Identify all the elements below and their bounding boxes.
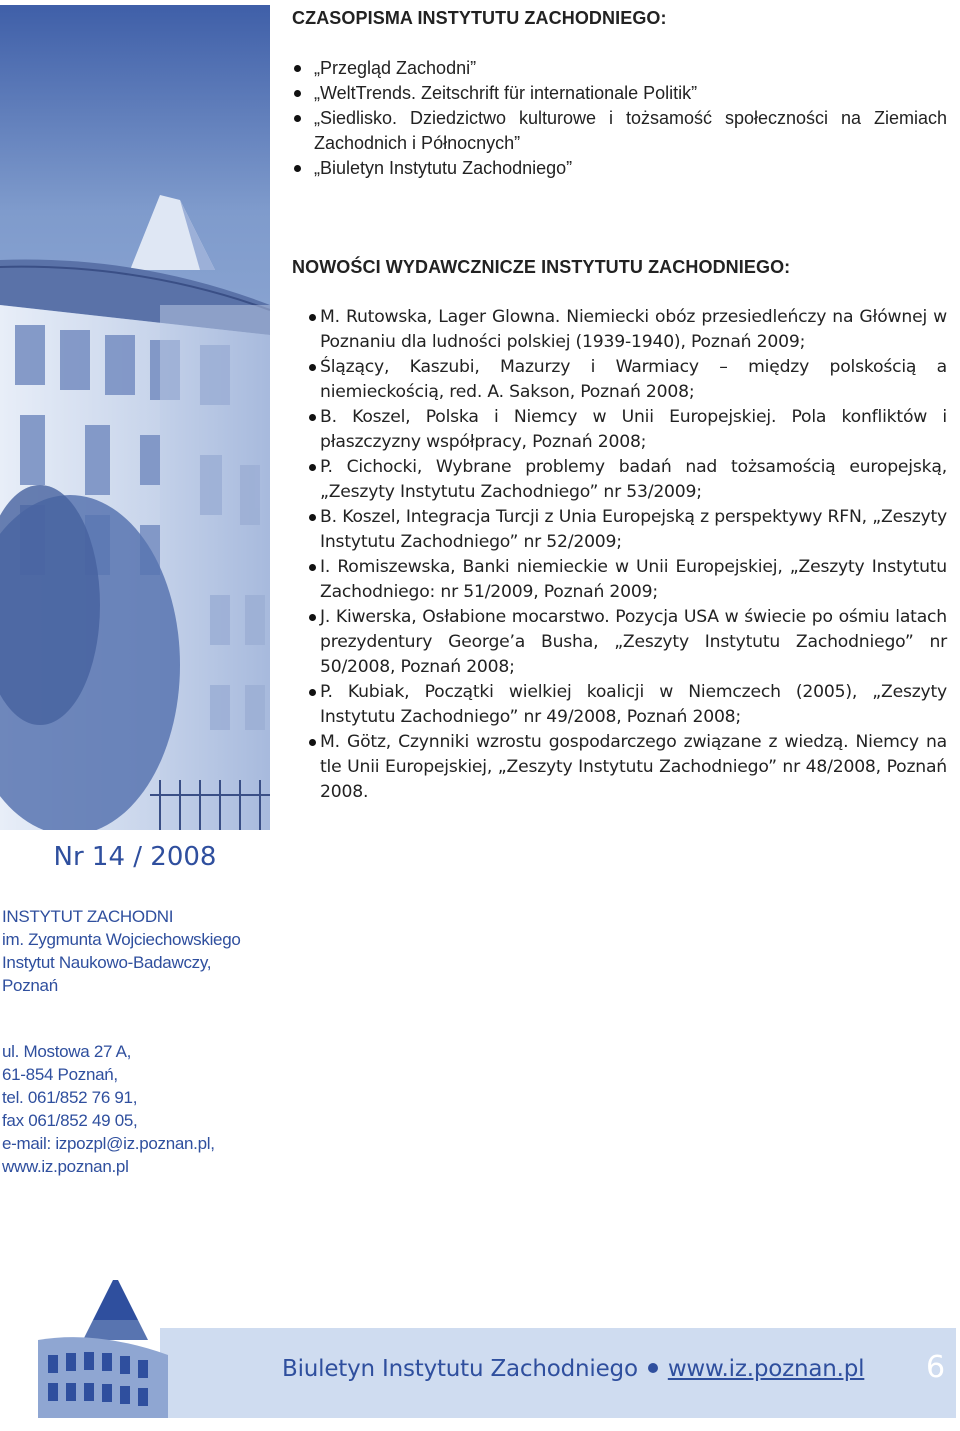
institute-line: Instytut Naukowo-Badawczy,: [2, 953, 212, 972]
footer-title: [282, 1356, 864, 1382]
list-item: J. Kiwerska, Osłabione mocarstwo. Pozycja USA w świecie po ośmiu latach prezydentury George’a Busha, „Zeszyty Instytutu Zachodniego” nr 50/2008, Poznań 2008;: [292, 605, 947, 680]
email-line[interactable]: e-mail: izpozpl@iz.poznan.pl,: [2, 1134, 215, 1153]
publications-heading: NOWOŚCI WYDAWCZNICZE INSTYTUTU ZACHODNIEGO:: [292, 257, 791, 277]
website-link[interactable]: www.iz.poznan.pl: [667, 1356, 865, 1382]
contact-address: [2, 1040, 262, 1178]
institute-line: Poznań: [2, 976, 58, 995]
institute-logo: [38, 1280, 168, 1418]
issue-number: Nr 14 / 2008: [53, 842, 217, 872]
bullet-separator: [648, 1363, 658, 1373]
fax-line: fax 061/852 49 05,: [2, 1111, 138, 1130]
bulletin-title: Biuletyn Instytutu Zachodniego: [282, 1356, 638, 1382]
journals-heading: CZASOPISMA INSTYTUTU ZACHODNIEGO:: [292, 8, 667, 28]
list-item: M. Rutowska, Lager Glowna. Niemiecki obóz przesiedleńczy na Głównej w Poznaniu dla ludności polskiej (1939-1940), Poznań 2009;: [292, 305, 947, 355]
list-item: P. Kubiak, Początki wielkiej koalicji w Niemczech (2005), „Zeszyty Instytutu Zachodniego” nr 49/2008, Poznań 2008;: [292, 680, 947, 730]
website-line[interactable]: www.iz.poznan.pl: [2, 1157, 129, 1176]
building-photo: [0, 5, 270, 830]
address-line: 61-854 Poznań,: [2, 1065, 118, 1084]
list-item: I. Romiszewska, Banki niemieckie w Unii Europejskiej, „Zeszyty Instytutu Zachodniego: nr 51/2009, Poznań 2009;: [292, 555, 947, 605]
institute-line: INSTYTUT ZACHODNI: [2, 907, 174, 926]
institute-name: [2, 905, 262, 997]
list-item: „Siedlisko. Dziedzictwo kulturowe i tożsamość społeczności na Ziemiach Zachodnich i Północnych”: [292, 106, 947, 156]
publications-list: [292, 305, 947, 805]
institute-line: im. Zygmunta Wojciechowskiego: [2, 930, 241, 949]
list-item: „Biuletyn Instytutu Zachodniego”: [292, 156, 947, 181]
journals-list: [292, 56, 947, 181]
list-item: „Przegląd Zachodni”: [292, 56, 947, 81]
address-line: ul. Mostowa 27 A,: [2, 1042, 132, 1061]
list-item: „WeltTrends. Zeitschrift für internationale Politik”: [292, 81, 947, 106]
page-number: 6: [926, 1350, 946, 1385]
list-item: Śląząc‍y, Kaszubi, Mazurzy i Warmiacy – między polskością a niemieckością, red. A. Sakson, Poznań 2008;: [292, 355, 947, 405]
phone-line: tel. 061/852 76 91,: [2, 1088, 138, 1107]
list-item: B. Koszel, Integracja Turcji z Unia Europejską z perspektywy RFN, „Zeszyty Instytutu Zachodniego” nr 52/2009;: [292, 505, 947, 555]
list-item: B. Koszel, Polska i Niemcy w Unii Europejskiej. Pola konfliktów i płaszczyzny współpracy, Poznań 2008;: [292, 405, 947, 455]
list-item: P. Cichocki, Wybrane problemy badań nad tożsamością europejską, „Zeszyty Instytutu Zachodniego” nr 53/2009;: [292, 455, 947, 505]
list-item: M. Götz, Czynniki wzrostu gospodarczego związane z wiedzą. Niemcy na tle Unii Europejskiej, „Zeszyty Instytutu Zachodniego” nr 48/2008, Poznań 2008.: [292, 730, 947, 805]
